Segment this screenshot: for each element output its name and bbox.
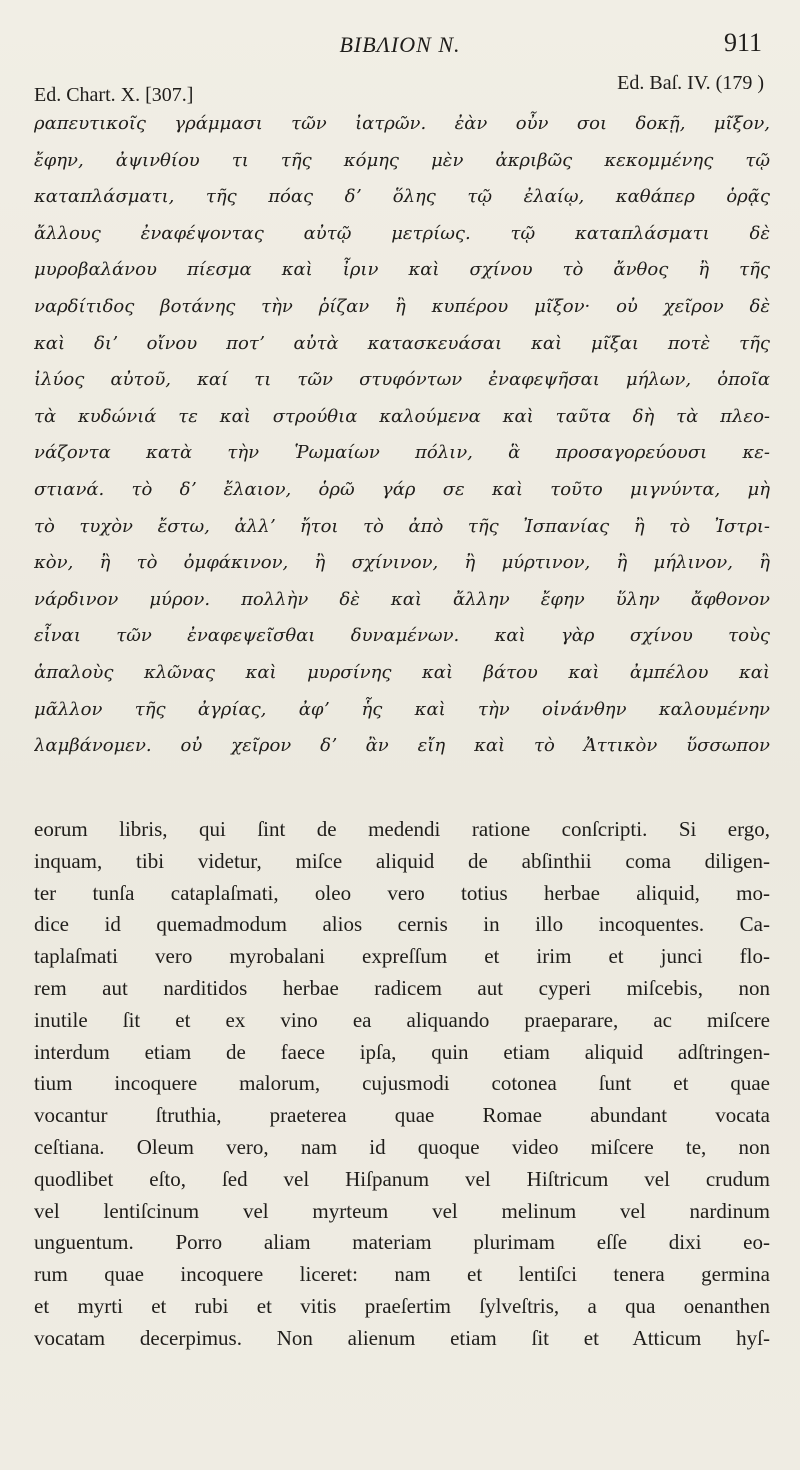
latin-text-line-4: dice id quemadmodum alios cernis in illo incoquentes. Ca- bbox=[34, 912, 770, 937]
greek-text-line-13: κὸν, ἢ τὸ ὀμφάκινον, ἢ σχίνινον, ἢ μύρτινον, ἢ μήλινον, ἢ bbox=[34, 552, 770, 574]
latin-text-line-2: inquam, tibi videtur, miſce aliquid de abſinthii coma diligen- bbox=[34, 848, 770, 873]
greek-text-line-5: μυροβαλάνου πίεσμα καὶ ἶριν καὶ σχίνου τὸ ἄνθος ἢ τῆς bbox=[34, 259, 770, 281]
edition-reference-right: Ed. Baſ. IV. (179 ) bbox=[617, 72, 764, 94]
greek-text-line-7: καὶ διʼ οἴνου ποτʼ αὐτὰ κατασκευάσαι καὶ μῖξαι ποτὲ τῆς bbox=[34, 332, 770, 354]
latin-text-line-1: eorum libris, qui ſint de medendi ratione conſcripti. Si ergo, bbox=[34, 817, 770, 841]
greek-text-line-10: νάζοντα κατὰ τὴν Ῥωμαίων πόλιν, ἃ προσαγορεύουσι κε- bbox=[34, 442, 770, 464]
greek-text-line-11: στιανά. τὸ δʼ ἔλαιον, ὁρῶ γάρ σε καὶ τοῦτο μιγνύντα, μὴ bbox=[34, 478, 770, 500]
latin-text-line-7: inutile ſit et ex vino ea aliquando praeparare, ac miſcere bbox=[34, 1007, 770, 1032]
latin-text-line-13: vel lentiſcinum vel myrteum vel melinum vel nardinum bbox=[34, 1198, 770, 1223]
greek-text-line-6: ναρδίτιδος βοτάνης τὴν ῥίζαν ἢ κυπέρου μῖξον· οὐ χεῖρον δὲ bbox=[34, 295, 770, 317]
greek-text-line-17: μᾶλλον τῆς ἀγρίας, ἀφʼ ἧς καὶ τὴν οἰνάνθην καλουμένην bbox=[34, 698, 770, 720]
latin-text-line-15: rum quae incoquere liceret: nam et lentiſci tenera germina bbox=[34, 1262, 770, 1287]
greek-text-line-4: ἄλλους ἐναφέψοντας αὐτῷ μετρίως. τῷ καταπλάσματι δὲ bbox=[34, 222, 770, 244]
page-number: 911 bbox=[723, 28, 762, 57]
edition-reference-left: Ed. Chart. X. [307.] bbox=[34, 84, 194, 106]
latin-text-line-14: unguentum. Porro aliam materiam plurimam eſſe dixi eo- bbox=[34, 1230, 770, 1255]
greek-text-block bbox=[34, 106, 770, 765]
greek-text-line-9: τὰ κυδώνιά τε καὶ στρούθια καλούμενα καὶ ταῦτα δὴ τὰ πλεο- bbox=[34, 405, 770, 427]
latin-text-line-5: taplaſmati vero myrobalani expreſſum et irim et junci flo- bbox=[34, 944, 770, 969]
latin-text-line-9: tium incoquere malorum, cujusmodi cotonea ſunt et quae bbox=[34, 1071, 770, 1096]
greek-text-line-16: ἁπαλοὺς κλῶνας καὶ μυρσίνης καὶ βάτου καὶ ἀμπέλου καὶ bbox=[34, 661, 770, 683]
greek-text-line-1: ραπευτικοῖς γράμμασι τῶν ἰατρῶν. ἐὰν οὖν σοι δοκῇ, μῖξον, bbox=[34, 113, 770, 134]
latin-text-line-12: quodlibet eſto, ſed vel Hiſpanum vel Hiſtricum vel crudum bbox=[34, 1166, 770, 1191]
greek-text-line-18: λαμβάνομεν. οὐ χεῖρον δʼ ἂν εἴη καὶ τὸ Ἀττικὸν ὕσσωπον bbox=[34, 735, 770, 757]
latin-text-line-6: rem aut narditidos herbae radicem aut cyperi miſcebis, non bbox=[34, 975, 770, 1000]
greek-text-line-14: νάρδινον μύρον. πολλὴν δὲ καὶ ἄλλην ἔφην ὕλην ἄφθονον bbox=[34, 588, 770, 610]
latin-translation-block bbox=[34, 814, 770, 1355]
latin-text-line-10: vocantur ſtruthia, praeterea quae Romae abundant vocata bbox=[34, 1103, 770, 1128]
greek-text-line-15: εἶναι τῶν ἐναφεψεῖσθαι δυναμένων. καὶ γὰρ σχίνου τοὺς bbox=[34, 625, 770, 647]
greek-text-line-8: ἰλύος αὐτοῦ, καί τι τῶν στυφόντων ἐναφεψῆσαι μήλων, ὁποῖα bbox=[34, 369, 770, 391]
latin-text-line-8: interdum etiam de faece ipſa, quin etiam aliquid adſtringen- bbox=[34, 1039, 770, 1064]
latin-text-line-16: et myrti et rubi et vitis praeſertim ſylveſtris, a qua oenanthen bbox=[34, 1293, 770, 1318]
greek-text-line-2: ἔφην, ἀψινθίου τι τῆς κόμης μὲν ἀκριβῶς κεκομμένης τῷ bbox=[34, 149, 770, 171]
greek-text-line-12: τὸ τυχὸν ἔστω, ἀλλʼ ἤτοι τὸ ἀπὸ τῆς Ἰσπανίας ἢ τὸ Ἰστρι- bbox=[34, 515, 770, 537]
greek-text-line-3: καταπλάσματι, τῆς πόας δʼ ὅλης τῷ ἐλαίῳ, καθάπερ ὁρᾷς bbox=[34, 186, 770, 208]
latin-text-line-11: ceſtiana. Oleum vero, nam id quoque video miſcere te, non bbox=[34, 1134, 770, 1159]
running-title: BIBΛION N. bbox=[339, 32, 461, 57]
latin-text-line-3: ter tunſa cataplaſmati, oleo vero totius herbae aliquid, mo- bbox=[34, 880, 770, 905]
latin-text-line-17: vocatam decerpimus. Non alienum etiam ſit et Atticum hyſ- bbox=[34, 1325, 770, 1350]
